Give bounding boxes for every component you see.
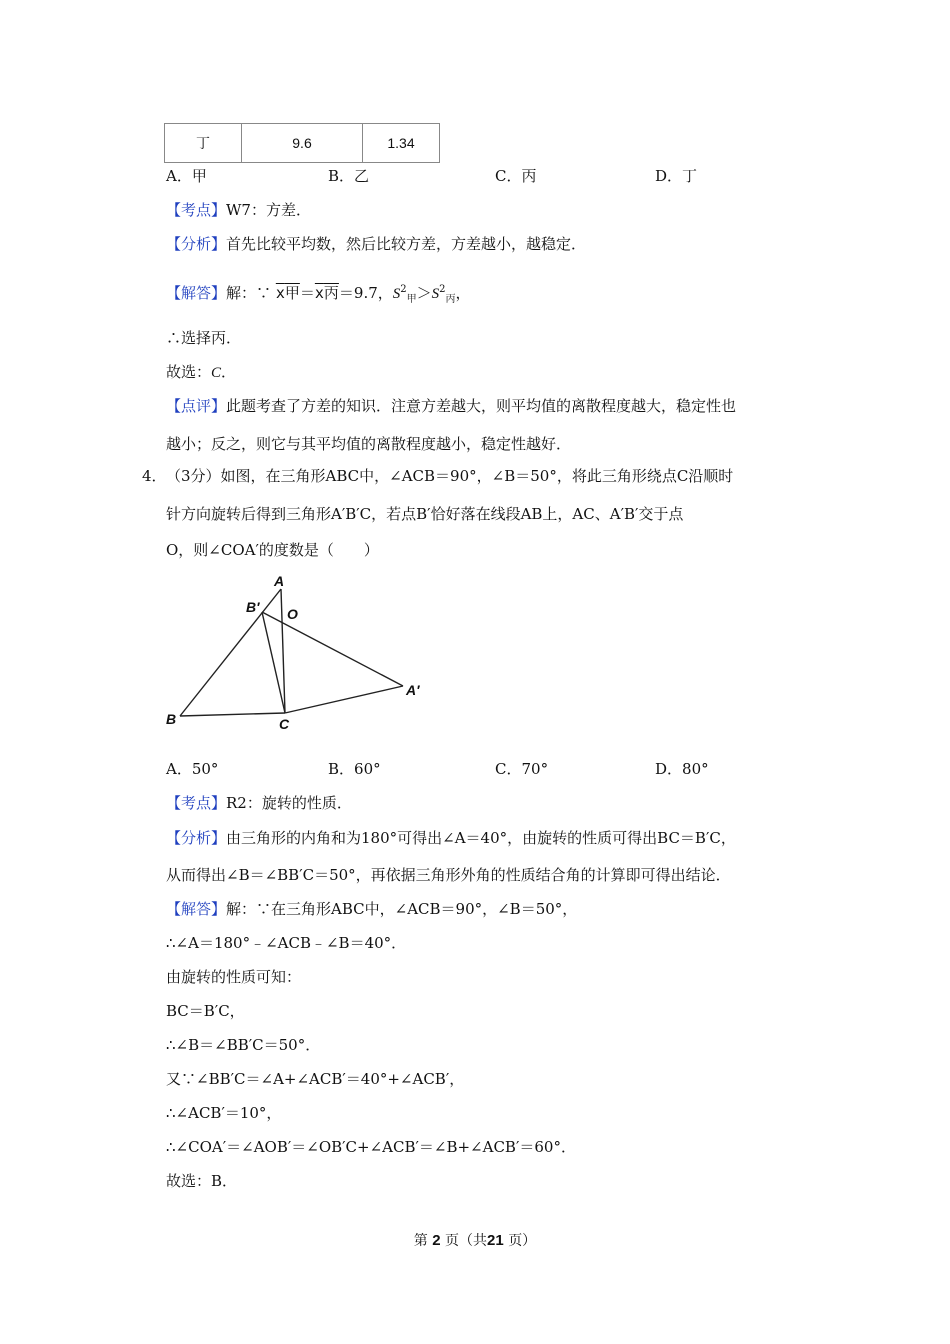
q3-option-a: A．甲 — [166, 167, 207, 185]
q4-stem-3: O，则∠COA′的度数是（ ） — [166, 541, 379, 559]
q4-jieda: 【解答】解：∵在三角形ABC中，∠ACB＝90°，∠B＝50°， — [166, 900, 578, 918]
x-bar-jia: x甲 — [275, 284, 300, 302]
q4-option-c: C．70° — [495, 760, 549, 778]
label-aprime: A′ — [406, 682, 420, 698]
label-b: B — [166, 711, 177, 727]
segment-cap — [285, 686, 403, 713]
q3-guxuan: 故选：C． — [166, 363, 237, 381]
q3-jieda: 【解答】解：∵ x甲＝x丙＝9.7，$S^2_甲>S^2_丙$， — [166, 284, 471, 305]
q4-step-3: BC＝B′C， — [166, 1002, 245, 1020]
q4-fenxi-cont: 从而得出∠B＝∠BB′C＝50°，再依据三角形外角的性质结合角的计算即可得出结论． — [166, 866, 731, 884]
q4-stem-2: 针方向旋转后得到三角形A′B′C，若点B′恰好落在线段AB上，AC、A′B′交于点 — [166, 505, 684, 523]
q4-step-2: 由旋转的性质可知： — [166, 968, 302, 986]
triangle-rotation-figure — [160, 570, 430, 735]
q4-stem-1: （3分）如图，在三角形ABC中，∠ACB＝90°，∠B＝50°，将此三角形绕点C沿顺时 — [166, 467, 734, 485]
q3-choose-line: ∴选择丙． — [166, 329, 242, 347]
q3-dianping-cont: 越小；反之，则它与其平均值的离散程度越小，稳定性越好． — [166, 435, 572, 453]
q3-option-c: C．丙 — [495, 167, 537, 185]
label-a: A — [274, 573, 285, 589]
q3-dianping: 【点评】此题考查了方差的知识．注意方差越大，则平均值的离散程度越大，稳定性也 — [166, 397, 737, 415]
dianping-tag: 【点评】 — [166, 397, 227, 415]
x-bar-bing: x丙 — [314, 284, 339, 302]
table-cell-name: 丁 — [165, 124, 242, 163]
score-table — [164, 123, 440, 163]
jieda-tag: 【解答】 — [166, 284, 227, 302]
q4-step-1: ∴∠A＝180°﹣∠ACB﹣∠B＝40°． — [166, 934, 407, 952]
q4-fenxi: 【分析】由三角形的内角和为180°可得出∠A＝40°，由旋转的性质可得出BC＝B′C， — [166, 829, 736, 847]
q4-option-b: B．60° — [328, 760, 381, 778]
q4-number: 4． — [142, 467, 167, 485]
q4-guxuan: 故选：B． — [166, 1172, 238, 1190]
page-total: 21 — [487, 1232, 504, 1249]
q4-kaodian: 【考点】R2：旋转的性质． — [166, 794, 352, 812]
q4-step-4: ∴∠B＝∠BB′C＝50°． — [166, 1036, 321, 1054]
label-c: C — [279, 716, 290, 732]
kaodian-tag: 【考点】 — [166, 201, 227, 219]
label-bprime: B′ — [246, 599, 260, 615]
page-number: 2 — [432, 1232, 441, 1249]
table-row — [165, 124, 440, 163]
table-cell-mean: 9.6 — [242, 124, 363, 163]
page-footer: 第 2 页（共21 页） — [413, 1232, 537, 1249]
q3-kaodian: 【考点】W7：方差． — [166, 201, 311, 219]
table-cell-variance: 1.34 — [363, 124, 440, 163]
q4-step-7: ∴∠COA′＝∠AOB′＝∠OB′C+∠ACB′＝∠B+∠ACB′＝60°． — [166, 1138, 576, 1156]
kaodian-tag: 【考点】 — [166, 794, 227, 812]
label-o: O — [287, 606, 298, 622]
fenxi-tag: 【分析】 — [166, 829, 227, 847]
fenxi-tag: 【分析】 — [166, 235, 227, 253]
q4-option-d: D．80° — [655, 760, 709, 778]
q4-step-6: ∴∠ACB′＝10°， — [166, 1104, 282, 1122]
q3-fenxi: 【分析】首先比较平均数，然后比较方差，方差越小，越稳定． — [166, 235, 587, 253]
q4-step-5: 又∵∠BB′C＝∠A+∠ACB′＝40°+∠ACB′， — [166, 1070, 465, 1088]
q4-option-a: A．50° — [166, 760, 219, 778]
segment-ac — [281, 589, 285, 713]
segment-bc — [180, 713, 285, 716]
q3-option-d: D．丁 — [655, 167, 698, 185]
jieda-tag: 【解答】 — [166, 900, 227, 918]
segment-ba — [180, 589, 281, 716]
q3-option-b: B．乙 — [328, 167, 370, 185]
